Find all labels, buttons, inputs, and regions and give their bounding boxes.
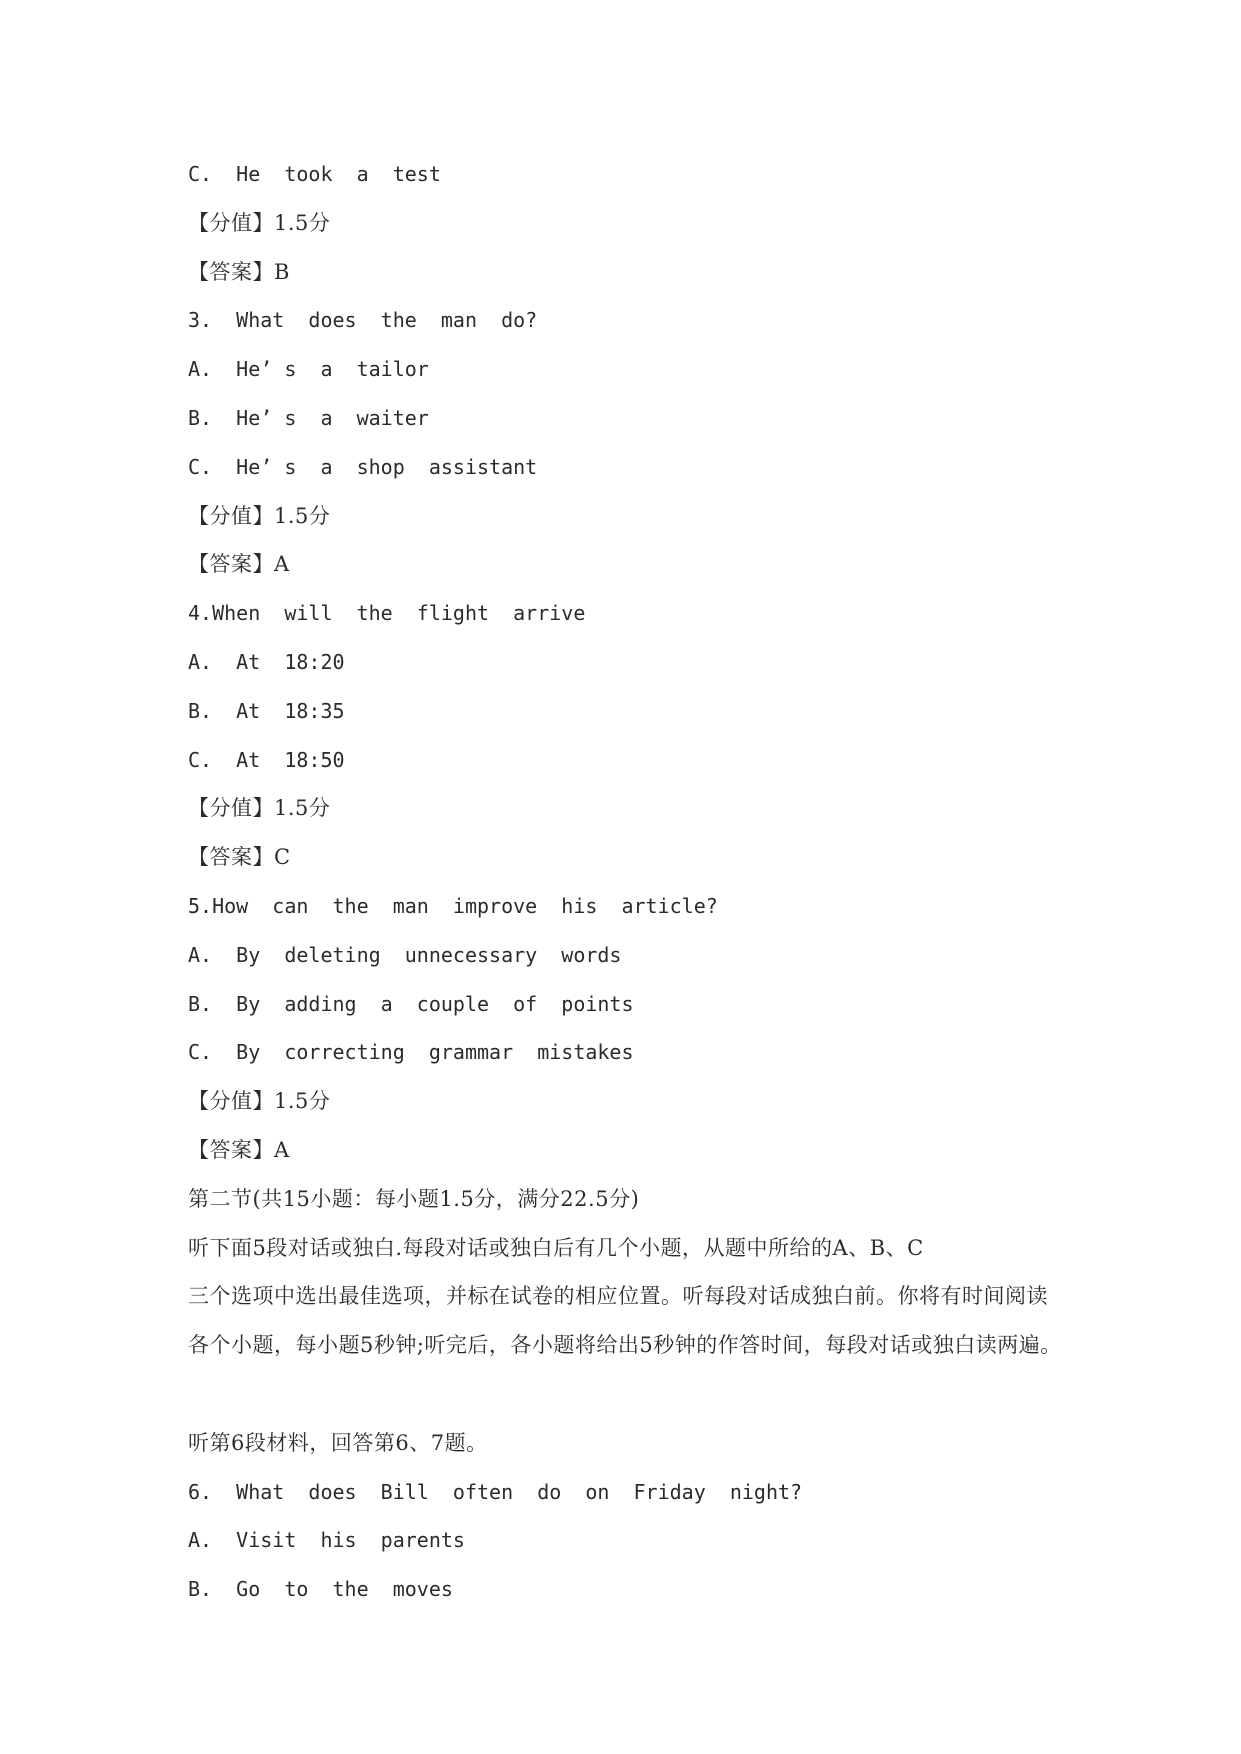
option-a-q6: A. Visit his parents bbox=[188, 1528, 465, 1553]
question-3: 3. What does the man do? bbox=[188, 308, 538, 333]
page-content bbox=[188, 150, 1088, 1614]
option-c-q3: C. He’ s a shop assistant bbox=[188, 454, 538, 479]
section-heading: 第二节(共15小题：每小题1.5分，满分22.5分) bbox=[188, 1186, 640, 1211]
question-5: 5.How can the man improve his article? bbox=[188, 893, 718, 918]
score-q2: 【分值】1.5分 bbox=[188, 210, 331, 235]
question-4: 4.When will the flight arrive bbox=[188, 601, 586, 626]
material-6-intro: 听第6段材料，回答第6、7题。 bbox=[188, 1430, 488, 1455]
option-c-q4: C. At 18:50 bbox=[188, 747, 345, 772]
option-a-q5: A. By deleting unnecessary words bbox=[188, 942, 622, 967]
score-q4: 【分值】1.5分 bbox=[188, 796, 331, 821]
answer-q3: 【答案】A bbox=[188, 552, 290, 577]
option-b-q5: B. By adding a couple of points bbox=[188, 991, 634, 1016]
option-c-q5: C. By correcting grammar mistakes bbox=[188, 1040, 634, 1065]
answer-q2: 【答案】B bbox=[188, 259, 290, 284]
option-b-q6: B. Go to the moves bbox=[188, 1577, 453, 1602]
instructions-line-3: 各个小题，每小题5秒钟;听完后，各小题将给出5秒钟的作答时间，每段对话或独白读两遍。 bbox=[188, 1333, 1062, 1358]
option-c-q2: C. He took a test bbox=[188, 162, 441, 186]
question-6: 6. What does Bill often do on Friday night? bbox=[188, 1479, 803, 1504]
answer-q4: 【答案】C bbox=[188, 845, 291, 870]
answer-q5: 【答案】A bbox=[188, 1137, 290, 1162]
option-a-q4: A. At 18:20 bbox=[188, 649, 345, 674]
option-b-q3: B. He’ s a waiter bbox=[188, 405, 429, 430]
option-a-q3: A. He’ s a tailor bbox=[188, 357, 429, 382]
blank-line bbox=[188, 1370, 1088, 1419]
instructions-line-1: 听下面5段对话或独白.每段对话或独白后有几个小题，从题中所给的A、B、C bbox=[188, 1235, 924, 1260]
option-b-q4: B. At 18:35 bbox=[188, 698, 345, 723]
score-q3: 【分值】1.5分 bbox=[188, 503, 331, 528]
score-q5: 【分值】1.5分 bbox=[188, 1089, 331, 1114]
instructions-line-2: 三个选项中选出最佳选项，并标在试卷的相应位置。听每段对话成独白前。你将有时间阅读 bbox=[188, 1284, 1048, 1309]
